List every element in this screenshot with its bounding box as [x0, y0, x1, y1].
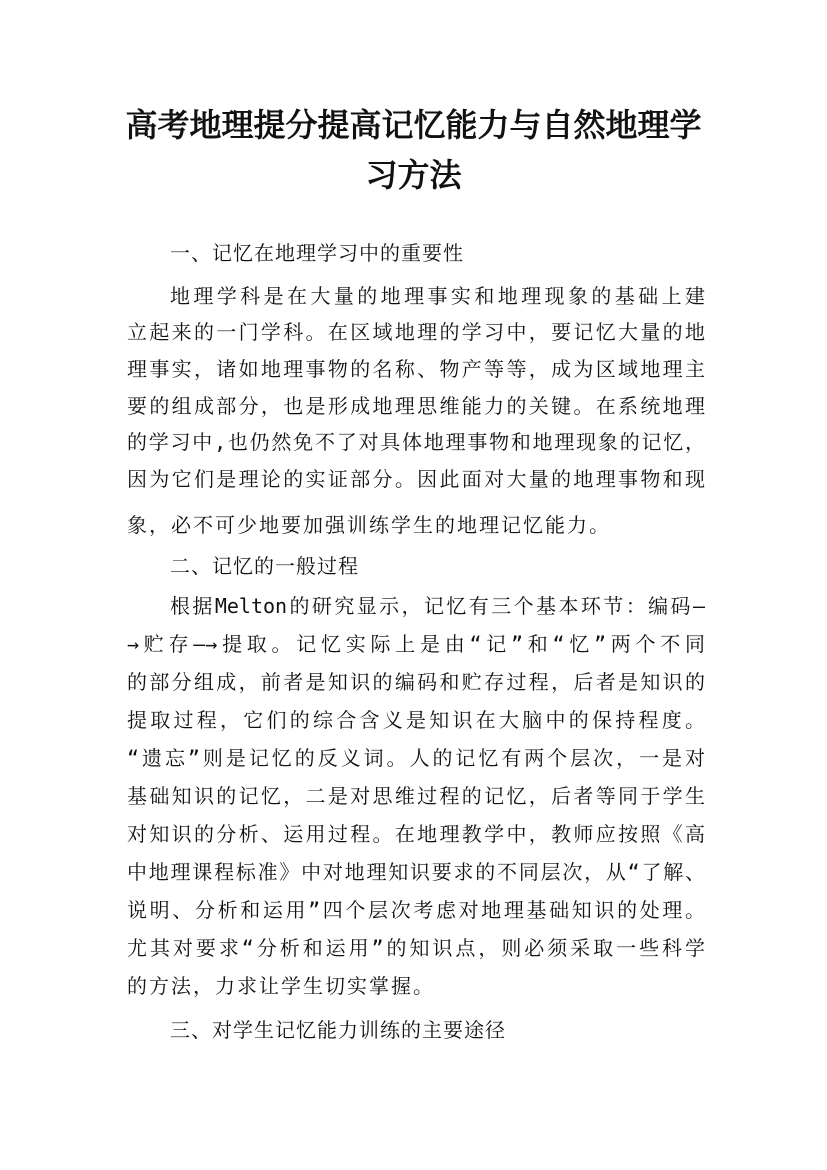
paragraph-line: 说明、分析和运用”四个层次考虑对地理基础知识的处理。 — [127, 898, 705, 922]
section-heading-2: 二、记忆的一般过程 — [170, 554, 359, 578]
paragraph-line: 的学习中,也仍然免不了对具体地理事物和地理现象的记忆， — [127, 430, 705, 454]
paragraph-line: “遗忘”则是记忆的反义词。人的记忆有两个层次，一是对 — [127, 746, 705, 770]
paragraph-line: →贮存—→提取。记忆实际上是由“记”和“忆”两个不同 — [127, 632, 705, 656]
paragraph-line: 要的组成部分，也是形成地理思维能力的关键。在系统地理 — [127, 394, 705, 418]
section-heading-3: 三、对学生记忆能力训练的主要途径 — [170, 1018, 506, 1042]
paragraph-line: 的方法，力求让学生切实掌握。 — [127, 974, 435, 998]
paragraph-line: 立起来的一门学科。在区域地理的学习中，要记忆大量的地 — [127, 320, 705, 344]
paragraph-line: 提取过程，它们的综合含义是知识在大脑中的保持程度。 — [127, 708, 705, 732]
document-title-line-1: 高考地理提分提高记忆能力与自然地理学 — [125, 106, 702, 144]
paragraph-line: 中地理课程标准》中对地理知识要求的不同层次，从“了解、 — [127, 860, 705, 884]
paragraph-line: 根据Melton的研究显示，记忆有三个基本环节：编码— — [170, 594, 705, 618]
paragraph-line: 象，必不可少地要加强训练学生的地理记忆能力。 — [127, 513, 611, 537]
paragraph-line: 的部分组成，前者是知识的编码和贮存过程，后者是知识的 — [127, 670, 705, 694]
paragraph-line: 尤其对要求“分析和运用”的知识点，则必须采取一些科学 — [127, 936, 705, 960]
paragraph-line: 理事实，诸如地理事物的名称、物产等等，成为区域地理主 — [127, 357, 705, 381]
document-title-line-2: 习方法 — [365, 156, 462, 194]
paragraph-line: 对知识的分析、运用过程。在地理教学中，教师应按照《高 — [127, 822, 705, 846]
section-heading-1: 一、记忆在地理学习中的重要性 — [170, 241, 464, 265]
paragraph-line: 因为它们是理论的实证部分。因此面对大量的地理事物和现 — [127, 467, 705, 491]
paragraph-line: 基础知识的记忆，二是对思维过程的记忆，后者等同于学生 — [127, 784, 705, 808]
paragraph-line: 地理学科是在大量的地理事实和地理现象的基础上建 — [170, 284, 705, 308]
